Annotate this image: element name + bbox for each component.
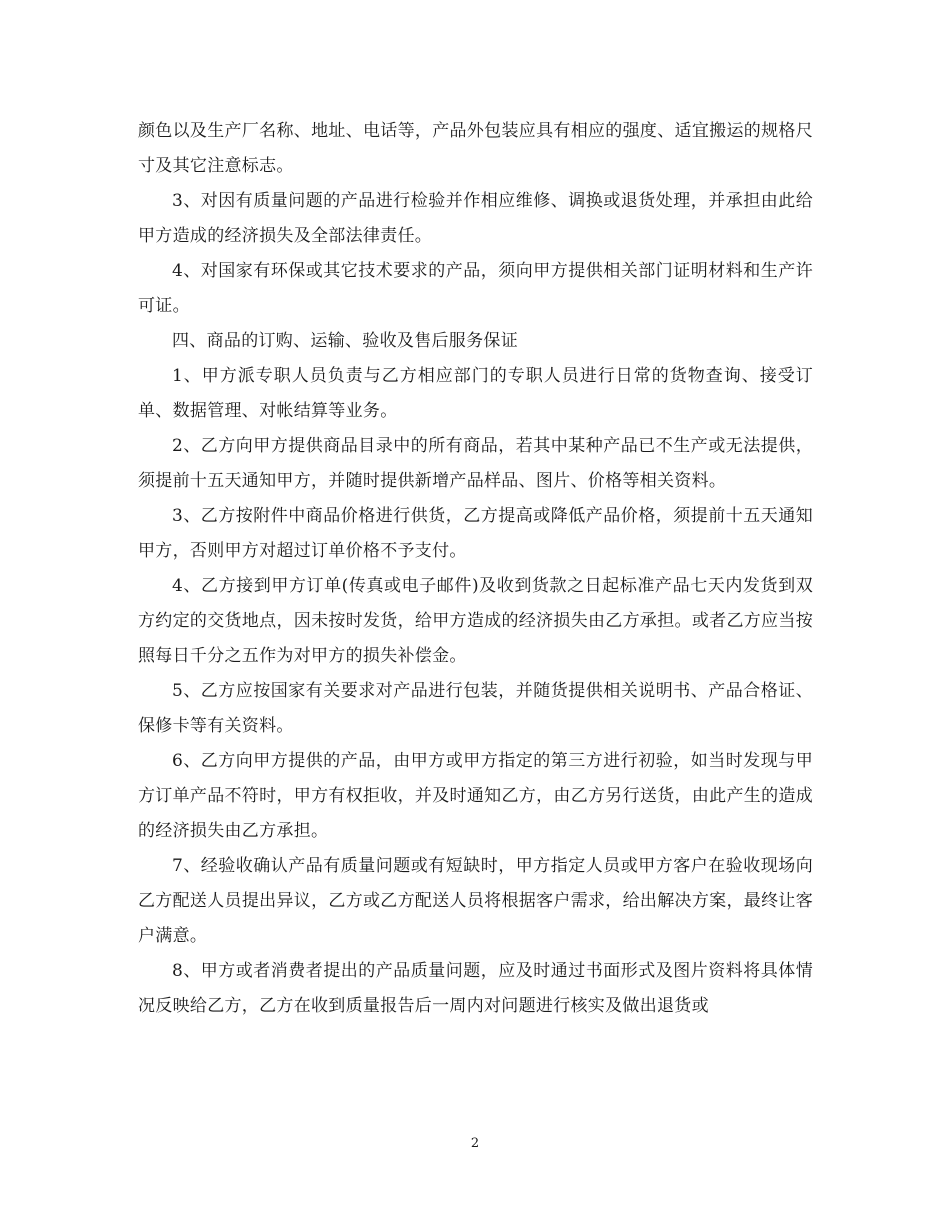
paragraph-item-5-packaging: 5、乙方应按国家有关要求对产品进行包装，并随货提供相关说明书、产品合格证、保修卡等有关资料。: [138, 681, 813, 736]
paragraph-item-4-certification: 4、对国家有环保或其它技术要求的产品，须向甲方提供相关部门证明材料和生产许可证。: [138, 261, 813, 316]
paragraph-item-3-pricing: 3、乙方按附件中商品价格进行供货，乙方提高或降低产品价格，须提前十五天通知甲方，否则甲方对超过订单价格不予支付。: [138, 506, 813, 561]
paragraph-item-4-delivery: 4、乙方接到甲方订单(传真或电子邮件)及收到货款之日起标准产品七天内发货到双方约定的交货地点，因未按时发货，给甲方造成的经济损失由乙方承担。或者乙方应当按照每日千分之五作为对甲方的损失补偿金。: [138, 576, 813, 666]
paragraph-item-3-defect-handling: 3、对因有质量问题的产品进行检验并作相应维修、调换或退货处理，并承担由此给甲方造成的经济损失及全部法律责任。: [138, 191, 813, 246]
page-number: 2: [470, 1136, 480, 1151]
paragraph-item-1-staffing: 1、甲方派专职人员负责与乙方相应部门的专职人员进行日常的货物查询、接受订单、数据管理、对帐结算等业务。: [138, 366, 813, 421]
paragraph-item-6-inspection: 6、乙方向甲方提供的产品，由甲方或甲方指定的第三方进行初验，如当时发现与甲方订单产品不符时，甲方有权拒收，并及时通知乙方，由乙方另行送货，由此产生的造成的经济损失由乙方承担。: [138, 751, 813, 841]
document-body: [138, 114, 813, 1024]
paragraph-item-8-quality-issues: 8、甲方或者消费者提出的产品质量问题，应及时通过书面形式及图片资料将具体情况反映给乙方，乙方在收到质量报告后一周内对问题进行核实及做出退货或: [138, 961, 813, 1016]
paragraph-item-2-catalog: 2、乙方向甲方提供商品目录中的所有商品，若其中某种产品已不生产或无法提供，须提前十五天通知甲方，并随时提供新增产品样品、图片、价格等相关资料。: [138, 436, 813, 491]
paragraph-item-7-acceptance: 7、经验收确认产品有质量问题或有短缺时，甲方指定人员或甲方客户在验收现场向乙方配送人员提出异议，乙方或乙方配送人员将根据客户需求，给出解决方案，最终让客户满意。: [138, 856, 813, 946]
section-heading-ordering-service: 四、商品的订购、运输、验收及售后服务保证: [172, 331, 518, 351]
paragraph-continuation: 颜色以及生产厂名称、地址、电话等，产品外包装应具有相应的强度、适宜搬运的规格尺寸及其它注意标志。: [138, 121, 813, 176]
